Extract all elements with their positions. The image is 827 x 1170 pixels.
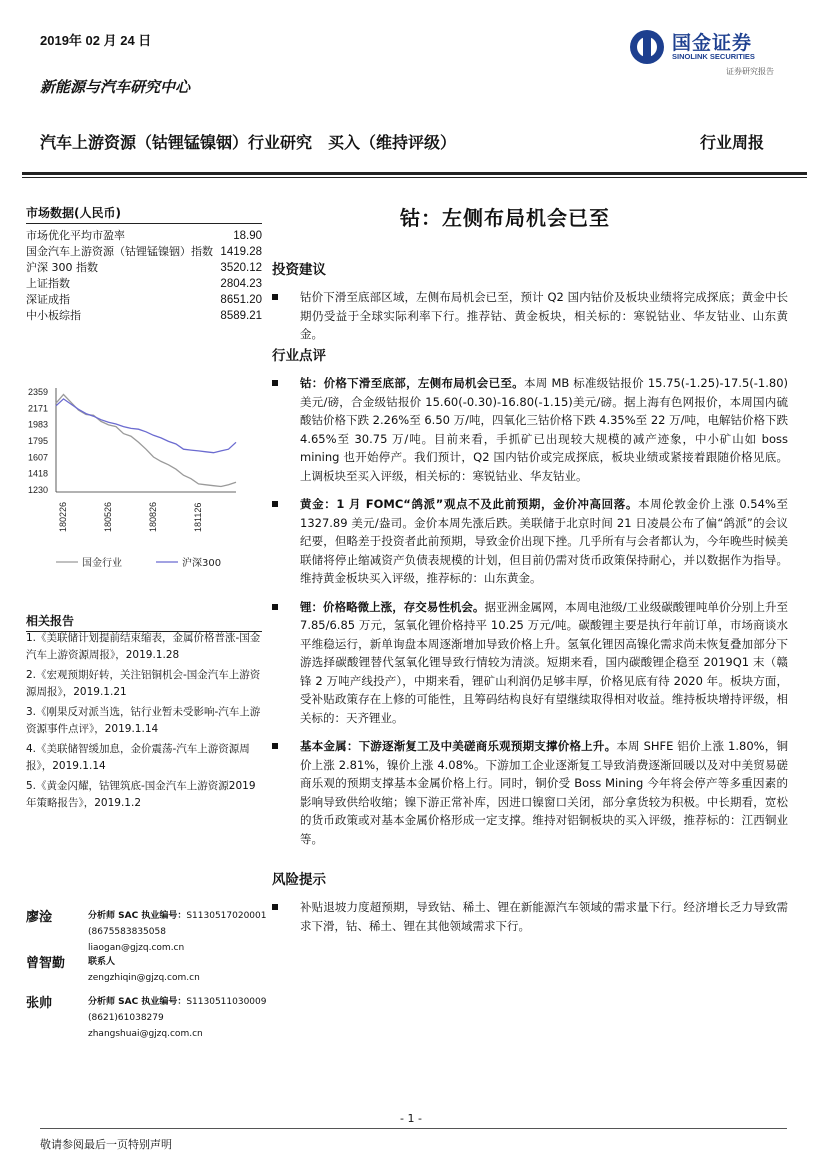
- market-value: 8651.20: [220, 294, 262, 306]
- analyst-card: [26, 952, 276, 992]
- report-type: 行业周报: [700, 133, 765, 152]
- related-reports-list: [26, 630, 262, 815]
- analyst-info: [88, 954, 200, 986]
- related-report-item[interactable]: 4.《美联储智缓加息，金价震荡-汽车上游资源周报》，2019.1.14: [26, 743, 250, 772]
- paragraph: [272, 898, 788, 935]
- analyst-phone: (8621)61038279: [88, 1013, 164, 1023]
- analyst-email[interactable]: zhangshuai@gjzq.com.cn: [88, 1029, 203, 1039]
- x-tick-label: 181126: [193, 502, 203, 532]
- x-tick-label: 180226: [58, 501, 68, 532]
- analyst-info: [88, 994, 266, 1042]
- legend-label: 国金行业: [82, 558, 122, 569]
- page-number: - 1 -: [400, 1112, 422, 1125]
- market-value: 8589.21: [220, 310, 262, 322]
- y-tick-label: 1983: [28, 419, 49, 430]
- y-tick-label: 2359: [28, 387, 49, 397]
- market-label: 国金汽车上游资源（钴锂锰镍铟）指数: [26, 245, 213, 258]
- market-data-row: [26, 244, 262, 260]
- related-report-item[interactable]: 1.《美联储计划提前结束缩表，金属价格普涨-国金汽车上游资源周报》，2019.1.28: [26, 632, 261, 661]
- brand-logo: [628, 26, 788, 82]
- analyst-card: [26, 992, 276, 1042]
- series-line-0: [56, 395, 236, 487]
- x-tick-label: 180826: [148, 501, 158, 532]
- paragraph: [272, 495, 788, 588]
- research-center: 新能源与汽车研究中心: [40, 78, 191, 96]
- market-data-row: [26, 276, 262, 292]
- divider: [22, 172, 807, 175]
- market-label: 上证指数: [26, 277, 70, 290]
- related-report-item[interactable]: 3.《刚果反对派当选，钴行业暂未受影响-汽车上游资源事件点评》，2019.1.14: [26, 706, 261, 735]
- y-tick-label: 1795: [28, 436, 49, 446]
- bullet-icon: [272, 501, 278, 507]
- paragraph: [272, 374, 788, 485]
- market-label: 深证成指: [26, 293, 70, 306]
- paragraph-lead: 基本金属：下游逐渐复工及中美磋商乐观预期支撑价格上升。: [300, 739, 617, 753]
- paragraph-text: 补贴退坡力度超预期，导致钴、稀土、锂在新能源汽车领域的需求量下行。经济增长乏力导致需求下滑，钴、稀土、锂在其他领域需求下行。: [300, 900, 788, 933]
- analyst-sac: S1130517020001: [186, 911, 267, 921]
- analyst-email[interactable]: zengzhiqin@gjzq.com.cn: [88, 973, 200, 983]
- paragraph-text: 本周 MB 标准级钴报价 15.75(-1.25)-17.5(-1.80)美元/磅，合金级钴报价 15.60(-0.30)-16.80(-1.15)美元/磅。据上海有色网报价，本周国内硫酸钴价格下跌 2.26%至 6.50 万/吨，四氧化三钴价格下跌 4.35%至 22 万/吨，电解钴价格下跌 4.65%至 30.75 万/吨。目前来看，手抓矿已出现较大规模的减产迹象，中小矿山如 boss mining 也开始停产。我们预计，Q2 国内钴价或完成探底，板块业绩或紧接着跟随价格见底。上调板块至买入评级，相关标的：寒锐钴业、华友钴业。: [300, 376, 788, 483]
- market-label: 市场优化平均市盈率: [26, 229, 125, 242]
- paragraph: [272, 737, 788, 848]
- logo-text-cn: 国金证券: [672, 32, 753, 54]
- market-data-panel: [26, 204, 262, 324]
- logo-text-en: SINOLINK SECURITIES: [672, 52, 755, 61]
- market-label: 沪深 300 指数: [26, 261, 98, 274]
- analyst-info: [88, 908, 266, 956]
- report-heading: 汽车上游资源（钴锂锰镍铟）行业研究 买入（维持评级）: [40, 133, 457, 152]
- industry-section: [272, 344, 788, 848]
- section-heading: 风险提示: [272, 872, 326, 888]
- related-reports-title: 相关报告: [26, 612, 262, 632]
- analyst-email[interactable]: liaogan@gjzq.com.cn: [88, 943, 185, 953]
- paragraph-text: 据亚洲金属网，本周电池级/工业级碳酸锂吨单价分别上升至 7.85/6.85 万元，氢氧化锂价格持平 10.25 万元/吨。碳酸锂主要是执行年前订单，市场商谈水平维稳运行，新单询盘本周逐渐增加导致价格上升。氢氧化锂因高镍化需求尚未恢复叠加部分下游选择碳酸锂替代氢氧化锂导致行情较为清淡。短期来看，国内碳酸锂企稳至 2019Q1 末（赣锋 2 万吨产线投产），中期来看，锂矿山利润仍足够丰厚，价格见底有待 2020 年。板块方面，受补贴政策存在上修的可能性，且筹码结构良好有望继续取得相对收益。维持板块增持评级，相关标的：天齐锂业。: [300, 599, 789, 725]
- related-report-item[interactable]: 5.《黄金闪耀，钴锂筑底-国金汽车上游资源2019 年策略报告》，2019.1.2: [26, 780, 256, 809]
- bullet-icon: [272, 904, 278, 910]
- market-value: 1419.28: [220, 246, 262, 258]
- analyst-card: [26, 906, 276, 956]
- report-title: 钴：左侧布局机会已至: [400, 206, 610, 230]
- index-chart: [26, 380, 262, 580]
- y-tick-label: 1230: [28, 485, 49, 495]
- section-heading: 行业点评: [272, 348, 326, 364]
- bullet-icon: [272, 743, 278, 749]
- paragraph: [272, 598, 788, 728]
- market-data-row: [26, 308, 262, 324]
- market-data-row: [26, 260, 262, 276]
- index-chart-svg: [26, 380, 262, 580]
- legend-label: 沪深300: [182, 558, 222, 569]
- bullet-icon: [272, 294, 278, 300]
- market-value: 3520.12: [220, 262, 262, 274]
- market-label: 中小板综指: [26, 309, 81, 322]
- market-value: 2804.23: [220, 278, 262, 290]
- analyst-name: 张帅: [26, 996, 53, 1011]
- divider: [40, 1128, 787, 1129]
- disclaimer-note: 敬请参阅最后一页特别声明: [40, 1138, 172, 1151]
- x-tick-label: 180526: [103, 501, 113, 532]
- market-value: 18.90: [233, 230, 262, 242]
- risk-section: [272, 868, 788, 935]
- sinolink-logo-icon: [628, 28, 666, 66]
- market-data-title: 市场数据(人民币): [26, 204, 262, 224]
- paragraph-text: 钴价下滑至底部区域，左侧布局机会已至，预计 Q2 国内钴价及板块业绩将完成探底；黄金中长期仍受益于全球实际利率下行。推荐钴、黄金板块，相关标的：寒锐钴业、华友钴业、山东黄金。: [300, 290, 788, 341]
- bullet-icon: [272, 604, 278, 610]
- related-report-item[interactable]: 2.《宏观预期好转，关注铝铜机会-国金汽车上游资源周报》，2019.1.21: [26, 669, 261, 698]
- paragraph-lead: 钴：价格下滑至底部，左侧布局机会已至。: [300, 376, 524, 390]
- report-date: 2019年 02 月 24 日: [40, 33, 152, 48]
- paragraph-text: 本周伦敦金价上涨 0.54%至 1327.89 美元/盎司。金价本周先涨后跌。美联储于北京时间 21 日凌晨公布了偏“鸽派”的会议纪要，但略差于投资者此前预期，导致金价出现下挫。几乎所有与会者都认为，今年晚些时候美联储将停止缩减资产负债表规模的计划，但目前仍需对货币政策保持耐心，并以数据作为指导。维持黄金板块买入评级，推荐标的：山东黄金。: [300, 497, 789, 585]
- section-heading: 投资建议: [272, 262, 326, 278]
- paragraph-text: 本周 SHFE 铝价上涨 1.80%，铜价上涨 2.81%，镍价上涨 4.08%。下游加工企业逐渐复工导致消费逐渐回暖以及对中美贸易磋商乐观的预期支撑基本金属价格上行。同时，铜价受 Boss Mining 今年将会停产等多重因素的影响导致供给收缩；镍下游正常补库，因进口镍窗口关闭，部分拿货较为积极。中长期看，宽松的货币政策或对基本金属价格形成一定支撑。维持对铝铜板块的买入评级，推荐标的：江西铜业等。: [300, 739, 789, 846]
- investment-section: [272, 258, 788, 344]
- market-data-list: [26, 228, 262, 324]
- report-category: 证券研究报告: [726, 67, 774, 76]
- paragraph: [272, 288, 788, 344]
- analyst-role: 分析师 SAC 执业编号：: [88, 911, 187, 921]
- analyst-name: 廖淦: [26, 910, 53, 925]
- y-tick-label: 2171: [28, 403, 49, 414]
- analyst-sac: S1130511030009: [186, 997, 267, 1007]
- paragraph-lead: 锂：价格略微上涨，存交易性机会。: [300, 599, 485, 614]
- market-data-row: [26, 292, 262, 308]
- bullet-icon: [272, 380, 278, 386]
- y-tick-label: 1418: [28, 468, 49, 479]
- analyst-role: 分析师 SAC 执业编号：: [88, 997, 187, 1007]
- divider: [22, 177, 807, 178]
- y-tick-label: 1607: [28, 452, 49, 463]
- analyst-role: 联系人: [88, 957, 116, 967]
- analyst-phone: (8675583835058: [88, 927, 166, 937]
- analyst-name: 曾智勤: [26, 956, 66, 971]
- paragraph-lead: 黄金：1 月 FOMC“鸽派”观点不及此前预期，金价冲高回落。: [300, 497, 639, 511]
- series-line-1: [56, 399, 236, 453]
- market-data-row: [26, 228, 262, 244]
